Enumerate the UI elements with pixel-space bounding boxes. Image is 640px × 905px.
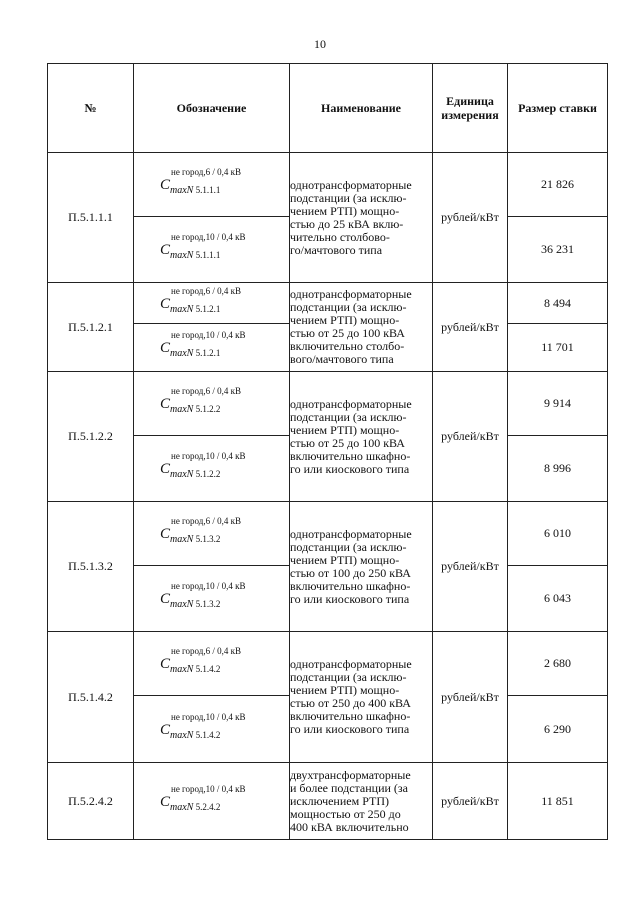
subscript-variable: maxN bbox=[170, 469, 194, 480]
unit-cell: рублей/кВт bbox=[433, 632, 508, 763]
designation-symbol bbox=[160, 644, 276, 678]
description-line: стью от 25 до 100 кВА bbox=[290, 435, 405, 450]
subscript-variable: maxN bbox=[170, 599, 194, 610]
description-line: чением РТП) мощно- bbox=[290, 203, 400, 218]
subscript-code: 5.2.4.2 bbox=[193, 801, 221, 812]
item-number: П.5.1.3.2 bbox=[48, 502, 134, 632]
description-line: включительно шкафно- bbox=[290, 578, 411, 593]
subscript-code: 5.1.2.1 bbox=[193, 303, 221, 314]
symbol-superscript: не город,10 / 0,4 кВ bbox=[171, 451, 246, 461]
rate-value: 2 680 bbox=[508, 632, 608, 696]
unit-cell: рублей/кВт bbox=[433, 153, 508, 283]
designation-cell bbox=[134, 372, 290, 436]
subscript-code: 5.1.1.1 bbox=[193, 250, 221, 260]
description-text bbox=[290, 398, 432, 476]
symbol-subscript bbox=[170, 664, 220, 675]
header-name: Наименование bbox=[290, 64, 433, 153]
item-number: П.5.1.1.1 bbox=[48, 153, 134, 283]
designation-symbol bbox=[160, 449, 276, 483]
description-line: включительно столбо- bbox=[290, 339, 405, 353]
symbol-superscript: не город,6 / 0,4 кВ bbox=[171, 285, 241, 296]
symbol-letter: C bbox=[160, 295, 171, 312]
subscript-code: 5.1.2.1 bbox=[193, 348, 221, 358]
symbol-subscript bbox=[170, 802, 220, 813]
description-text bbox=[290, 528, 432, 606]
subscript-variable: maxN bbox=[170, 303, 194, 315]
rate-value: 9 914 bbox=[508, 372, 608, 436]
description-cell bbox=[290, 283, 433, 372]
designation-cell bbox=[134, 502, 290, 566]
table-row bbox=[48, 153, 608, 217]
description-line: мощностью от 250 до bbox=[290, 806, 401, 821]
subscript-variable: maxN bbox=[170, 664, 194, 675]
unit-cell: рублей/кВт bbox=[433, 502, 508, 632]
description-line: 400 кВА включительно bbox=[290, 819, 409, 834]
symbol-letter: C bbox=[160, 461, 171, 477]
description-cell bbox=[290, 632, 433, 763]
table-row bbox=[48, 502, 608, 566]
designation-symbol bbox=[160, 384, 276, 418]
subscript-code: 5.1.3.2 bbox=[193, 599, 221, 609]
symbol-subscript bbox=[170, 250, 220, 261]
designation-symbol bbox=[160, 328, 276, 362]
subscript-variable: maxN bbox=[170, 185, 194, 196]
unit-cell: рублей/кВт bbox=[433, 763, 508, 840]
designation-symbol bbox=[160, 579, 276, 613]
item-number: П.5.2.4.2 bbox=[48, 763, 134, 840]
page-number: 10 bbox=[314, 37, 326, 51]
symbol-letter: C bbox=[160, 177, 171, 193]
description-line: включительно шкафно- bbox=[290, 448, 411, 463]
designation-symbol bbox=[160, 165, 276, 199]
description-line: исключением РТП) bbox=[290, 793, 390, 808]
header-num: № bbox=[48, 64, 134, 153]
symbol-letter: C bbox=[160, 242, 171, 258]
rate-value: 6 290 bbox=[508, 696, 608, 763]
table-row bbox=[48, 283, 608, 324]
symbol-subscript bbox=[170, 469, 220, 480]
subscript-code: 5.1.2.2 bbox=[193, 469, 221, 479]
description-text bbox=[290, 288, 432, 366]
symbol-subscript bbox=[170, 348, 220, 359]
description-line: однотрансформаторные bbox=[290, 397, 412, 411]
table-row bbox=[48, 763, 608, 840]
description-line: двухтрансформаторные bbox=[290, 768, 411, 782]
unit-cell: рублей/кВт bbox=[433, 283, 508, 372]
subscript-variable: maxN bbox=[170, 729, 194, 741]
description-cell bbox=[290, 502, 433, 632]
subscript-code: 5.1.2.2 bbox=[193, 404, 221, 414]
symbol-subscript bbox=[170, 599, 220, 610]
rate-value: 36 231 bbox=[508, 217, 608, 283]
symbol-letter: C bbox=[160, 591, 171, 607]
symbol-letter: C bbox=[160, 793, 171, 810]
table-row bbox=[48, 632, 608, 696]
symbol-letter: C bbox=[160, 656, 171, 672]
symbol-superscript: не город,10 / 0,4 кВ bbox=[171, 330, 246, 340]
description-line: го или киоскового типа bbox=[290, 461, 410, 476]
symbol-letter: C bbox=[160, 721, 171, 738]
description-line: однотрансформаторные bbox=[290, 527, 412, 541]
header-unit: Единица измерения bbox=[433, 64, 508, 153]
description-line: чением РТП) мощно- bbox=[290, 422, 400, 437]
description-line: стью от 25 до 100 кВА bbox=[290, 326, 405, 340]
description-text bbox=[290, 769, 432, 834]
symbol-superscript: не город,10 / 0,4 кВ bbox=[171, 232, 246, 242]
description-text bbox=[290, 658, 432, 736]
description-line: стью от 100 до 250 кВА bbox=[290, 565, 411, 580]
subscript-variable: maxN bbox=[170, 534, 194, 545]
subscript-variable: maxN bbox=[170, 250, 194, 261]
symbol-letter: C bbox=[160, 526, 171, 542]
description-line: вого/мачтового типа bbox=[290, 352, 394, 366]
header-row bbox=[48, 64, 608, 153]
designation-cell bbox=[134, 283, 290, 324]
description-line: го или киоскового типа bbox=[290, 591, 410, 606]
description-line: стью от 250 до 400 кВА bbox=[290, 696, 411, 710]
designation-cell bbox=[134, 632, 290, 696]
description-line: подстанции (за исклю- bbox=[290, 539, 407, 554]
symbol-superscript: не город,6 / 0,4 кВ bbox=[171, 167, 241, 177]
description-line: чением РТП) мощно- bbox=[290, 552, 400, 567]
designation-symbol bbox=[160, 710, 276, 744]
designation-cell bbox=[134, 153, 290, 217]
description-text bbox=[290, 179, 432, 257]
table-row bbox=[48, 372, 608, 436]
designation-cell bbox=[134, 696, 290, 763]
description-line: подстанции (за исклю- bbox=[290, 409, 407, 424]
subscript-code: 5.1.4.2 bbox=[193, 664, 221, 674]
subscript-variable: maxN bbox=[170, 348, 194, 359]
description-cell bbox=[290, 763, 433, 840]
description-line: го или киоскового типа bbox=[290, 722, 410, 736]
symbol-subscript bbox=[170, 534, 220, 545]
description-cell bbox=[290, 372, 433, 502]
subscript-code: 5.1.4.2 bbox=[193, 729, 221, 740]
header-designation: Обозначение bbox=[134, 64, 290, 153]
description-line: однотрансформаторные bbox=[290, 288, 412, 301]
symbol-subscript bbox=[170, 304, 220, 315]
symbol-subscript bbox=[170, 730, 220, 741]
description-cell bbox=[290, 153, 433, 283]
designation-cell bbox=[134, 217, 290, 283]
subscript-variable: maxN bbox=[170, 801, 194, 813]
rates-table bbox=[47, 63, 608, 840]
rate-value: 6 043 bbox=[508, 566, 608, 632]
rate-value: 11 851 bbox=[508, 763, 608, 840]
description-line: го/мачтового типа bbox=[290, 242, 383, 257]
subscript-code: 5.1.3.2 bbox=[193, 534, 221, 544]
symbol-letter: C bbox=[160, 340, 171, 356]
table-body bbox=[48, 153, 608, 840]
rate-value: 11 701 bbox=[508, 324, 608, 372]
rate-value: 8 494 bbox=[508, 283, 608, 324]
description-line: однотрансформаторные bbox=[290, 658, 412, 671]
designation-symbol bbox=[160, 514, 276, 548]
rate-value: 8 996 bbox=[508, 436, 608, 502]
item-number: П.5.1.4.2 bbox=[48, 632, 134, 763]
description-line: подстанции (за исклю- bbox=[290, 300, 407, 314]
description-line: и более подстанции (за bbox=[290, 780, 408, 795]
symbol-subscript bbox=[170, 185, 220, 196]
symbol-superscript: не город,6 / 0,4 кВ bbox=[171, 386, 241, 396]
symbol-superscript: не город,10 / 0,4 кВ bbox=[171, 783, 246, 794]
description-line: подстанции (за исклю- bbox=[290, 190, 407, 205]
item-number: П.5.1.2.1 bbox=[48, 283, 134, 372]
designation-cell bbox=[134, 763, 290, 840]
designation-symbol bbox=[160, 284, 276, 318]
designation-symbol bbox=[160, 230, 276, 264]
symbol-letter: C bbox=[160, 396, 171, 412]
description-line: чительно столбово- bbox=[290, 229, 390, 244]
description-line: включительно шкафно- bbox=[290, 709, 411, 723]
symbol-superscript: не город,6 / 0,4 кВ bbox=[171, 516, 241, 526]
description-line: однотрансформаторные bbox=[290, 178, 412, 192]
symbol-subscript bbox=[170, 404, 220, 415]
subscript-variable: maxN bbox=[170, 404, 194, 415]
description-line: подстанции (за исклю- bbox=[290, 670, 407, 684]
item-number: П.5.1.2.2 bbox=[48, 372, 134, 502]
designation-cell bbox=[134, 436, 290, 502]
unit-cell: рублей/кВт bbox=[433, 372, 508, 502]
designation-cell bbox=[134, 566, 290, 632]
symbol-superscript: не город,10 / 0,4 кВ bbox=[171, 711, 246, 722]
rate-value: 6 010 bbox=[508, 502, 608, 566]
designation-cell bbox=[134, 324, 290, 372]
header-rate: Размер ставки bbox=[508, 64, 608, 153]
designation-symbol bbox=[160, 782, 276, 816]
subscript-code: 5.1.1.1 bbox=[193, 185, 221, 195]
description-line: стью до 25 кВА вклю- bbox=[290, 216, 404, 231]
symbol-superscript: не город,6 / 0,4 кВ bbox=[171, 646, 241, 656]
description-line: чением РТП) мощно- bbox=[290, 313, 400, 327]
symbol-superscript: не город,10 / 0,4 кВ bbox=[171, 581, 246, 591]
rate-value: 21 826 bbox=[508, 153, 608, 217]
description-line: чением РТП) мощно- bbox=[290, 683, 400, 697]
